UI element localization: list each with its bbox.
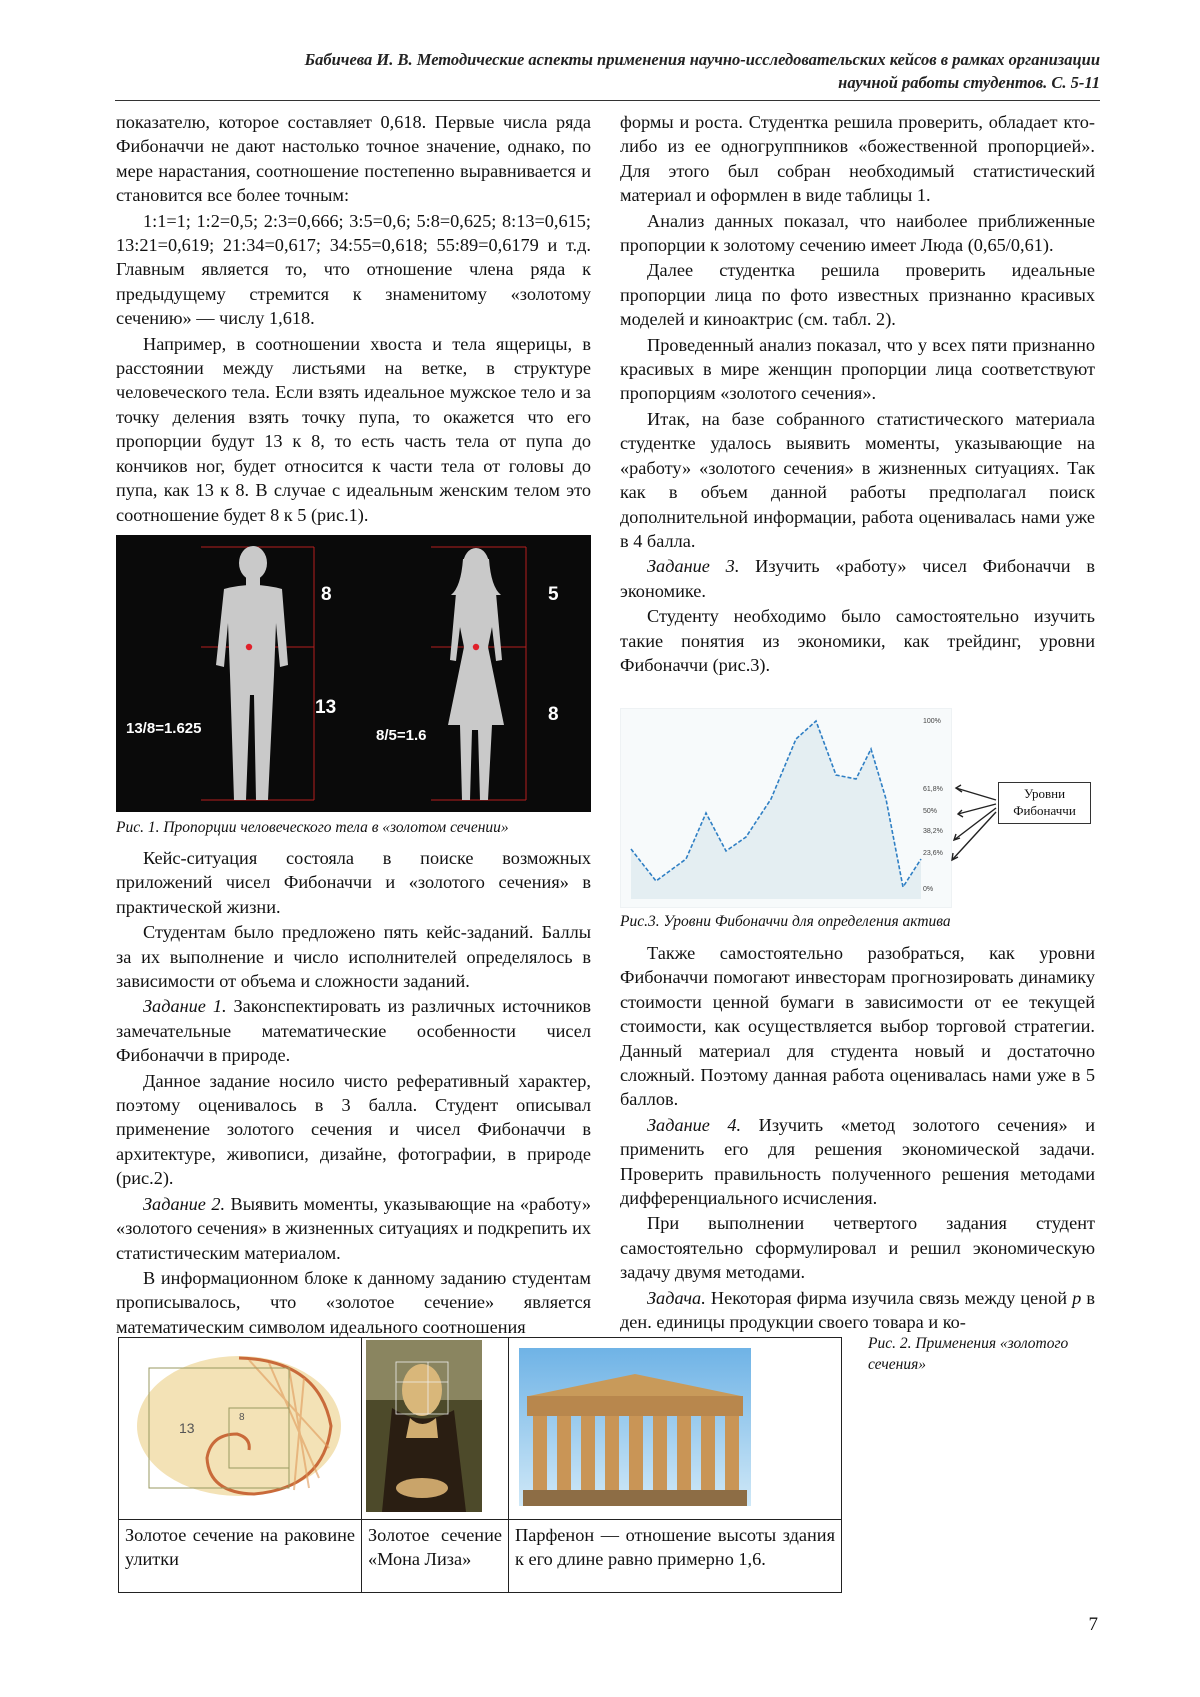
right-column-bottom [620, 941, 1095, 1336]
fig1-woman-ratio: 8/5=1.6 [376, 727, 427, 744]
paragraph: Студентам было предложено пять кейс-заданий. Баллы за их выполнение и число исполнителей определялось в зависимости от объема и сложности заданий. [116, 922, 591, 992]
figure-2-table [118, 1337, 842, 1593]
fig1-man-lower: 13 [315, 697, 337, 718]
task-text: Законспектировать из различных источников замечательные математические особенности чисел Фибоначчи в природе. [116, 996, 591, 1066]
header-line-1: Бабичева И. В. Методические аспекты применения научно-исследовательских кейсов в рамках организации [304, 50, 1100, 69]
figure-3-fibonacci-levels [620, 708, 952, 908]
paragraph: Итак, на базе собранного статистического материала студентке удалось выявить моменты, указывающие на «работу» «золотого сечения» в жизненных ситуациях. Так как в объем данной работы предполагал поиск дополнительной информации, работа оценивалась нами уже в 4 балла. [620, 408, 1095, 551]
paragraph-problem [620, 1286, 1095, 1335]
paragraph-task-3 [620, 554, 1095, 603]
snail-image-cell [119, 1338, 362, 1520]
paragraph: Анализ данных показал, что наиболее приближенные пропорции к золотому сечению имеет Люда (0,65/0,61). [620, 210, 1095, 256]
fib-level-236: 23,6% [923, 850, 943, 857]
nautilus-shell-image [119, 1338, 359, 1514]
fib-level-0: 0% [923, 886, 934, 893]
fig1-man-ratio: 13/8=1.625 [126, 720, 202, 737]
problem-text: Некоторая фирма изучила связь между ценой [705, 1287, 1073, 1308]
task-label: Задание 4. [647, 1114, 742, 1135]
parthenon-caption-cell: Парфенон — отношение высоты здания к его длине равно примерно 1,6. [509, 1520, 842, 1593]
task-text: Изучить «работу» чисел Фибоначчи в экономике. [620, 556, 1095, 601]
fig1-woman-upper: 5 [548, 584, 559, 605]
paragraph: показателю, которое составляет 0,618. Первые числа ряда Фибоначчи не дают настолько точное значение, однако, по мере нарастания, соотношение постепенно выравнивается и становится все более точным: [116, 112, 591, 206]
fib-level-618: 61,8% [923, 786, 943, 793]
snail-caption-cell: Золотое сечение на раковине улитки [119, 1520, 362, 1593]
fib-level-382: 38,2% [923, 828, 943, 835]
task-label: Задание 2. [143, 1193, 226, 1214]
left-column-bottom [116, 846, 591, 1340]
fig1-woman-lower: 8 [548, 704, 559, 725]
paragraph: При выполнении четвертого задания студент самостоятельно сформулировал и решил экономическую задачу двумя методами. [620, 1213, 1095, 1283]
paragraph: В информационном блоке к данному заданию студентам прописывалось, что «золотое сечение» является математическим символом идеального соотношения [116, 1267, 591, 1337]
figure-1-caption: Рис. 1. Пропорции человеческого тела в «золотом сечении» [116, 819, 509, 836]
running-header [115, 48, 1100, 101]
fib-level-50: 50% [923, 808, 938, 815]
task-text: Изучить «метод золотого сечения» и применить его для решения экономической задачи. Проверить правильность полученного решения методами дифференциального исчисления. [620, 1114, 1096, 1209]
paragraph-task-2 [116, 1192, 591, 1265]
female-silhouette [448, 548, 504, 800]
paragraph-task-4 [620, 1113, 1095, 1211]
variable-p: p [1072, 1287, 1082, 1308]
paragraph: Например, в соотношении хвоста и тела ящерицы, в расстоянии между листьями на ветке, в структуре человеческого тела. Если взять идеальное мужское тело и за точку деления взять точку пупа, то окажется что его пропорции будут 13 к 8, то есть часть тела от пупа до кончиков ног, будет относится к части тела от головы до пупа, как 13 к 8. В случае с идеальным женским телом это соотношение будет 8 к 5 (рис.1). [116, 333, 591, 525]
task-text: Выявить моменты, указывающие на «работу» «золотого сечения» в жизненных ситуациях и подкрепить их статистическим материалом. [116, 1193, 591, 1263]
fibonacci-levels-callout [998, 782, 1091, 824]
paragraph: Студенту необходимо было самостоятельно изучить такие понятия из экономики, как трейдинг, уровни Фибоначчи (рис.3). [620, 606, 1095, 675]
paragraph-task-1 [116, 994, 591, 1067]
fib-level-100: 100% [923, 718, 941, 725]
mona-lisa-image-cell [362, 1338, 509, 1520]
page-number: 7 [1088, 1614, 1098, 1635]
paragraph: Проведенный анализ показал, что у всех пяти признанно красивых в мире женщин пропорции лица соответствуют пропорциям «золотого сечения». [620, 334, 1095, 404]
paragraph: Данное задание носило чисто реферативный характер, поэтому оценивалось в 3 балла. Студент описывал применение золотого сечения и чисел Фибоначчи в архитектуре, живописи, дизайне, фотографии, в природе (рис.2). [116, 1070, 591, 1189]
left-column-top [116, 110, 591, 528]
figure-3-caption: Рис.3. Уровни Фибоначчи для определения актива [620, 913, 951, 930]
paragraph: Также самостоятельно разобраться, как уровни Фибоначчи помогают инвесторам прогнозировать динамику стоимости ценной бумаги в зависимости от ее текущей стоимости, как осуществляется выбор торговой стратегии. Данный материал для студента новый и достаточно сложный. Поэтому данная работа оценивалась нами уже в 5 баллов. [620, 943, 1095, 1110]
paragraph-ratios: 1:1=1; 1:2=0,5; 2:3=0,666; 3:5=0,6; 5:8=0,625; 8:13=0,615; 13:21=0,619; 21:34=0,617; 34:55=0,618; 55:89=0,6179 и т.д. Главным является то, что отношение члена ряда к предыдущему стремится к знаменитому «золотому сечению» — числу 1,618. [116, 210, 591, 329]
paragraph: формы и роста. Студентка решила проверить, обладает кто-либо из ее одногруппников «божественной пропорцией». Для этого был собран необходимый статистический материал и оформлен в виде таблицы 1. [620, 112, 1095, 206]
callout-line-1: Уровни [1023, 786, 1066, 801]
fig1-man-upper: 8 [321, 584, 332, 605]
paragraph: Далее студентка решила проверить идеальные пропорции лица по фото известных признанно красивых моделей и киноактрис (см. табл. 2). [620, 260, 1095, 330]
task-label: Задание 1. [143, 996, 227, 1017]
problem-label: Задача. [647, 1287, 706, 1308]
parthenon-image [509, 1338, 839, 1514]
figure-2-caption: Рис. 2. Применения «золотого сечения» [868, 1335, 1069, 1373]
snail-number-8: 8 [239, 1412, 245, 1423]
callout-line-2: Фибоначчи [1013, 803, 1076, 818]
mona-lisa-caption-cell: Золотое сечение «Мона Лиза» [362, 1520, 509, 1593]
mona-lisa-image [362, 1338, 508, 1514]
right-column-top [620, 110, 1095, 678]
parthenon-image-cell [509, 1338, 842, 1520]
paragraph: Кейс-ситуация состояла в поиске возможных приложений чисел Фибоначчи и «золотого сечения» в практической жизни. [116, 848, 591, 917]
arrow-icon [948, 780, 1000, 870]
male-silhouette [216, 546, 288, 800]
figure-1-body-proportions [116, 535, 591, 812]
problem-text: в ден. единицы продукции своего товара и ко- [620, 1287, 1096, 1333]
snail-number-13: 13 [179, 1420, 195, 1436]
task-label: Задание 3. [647, 556, 740, 577]
header-line-2: научной работы студентов. С. 5-11 [838, 73, 1100, 92]
